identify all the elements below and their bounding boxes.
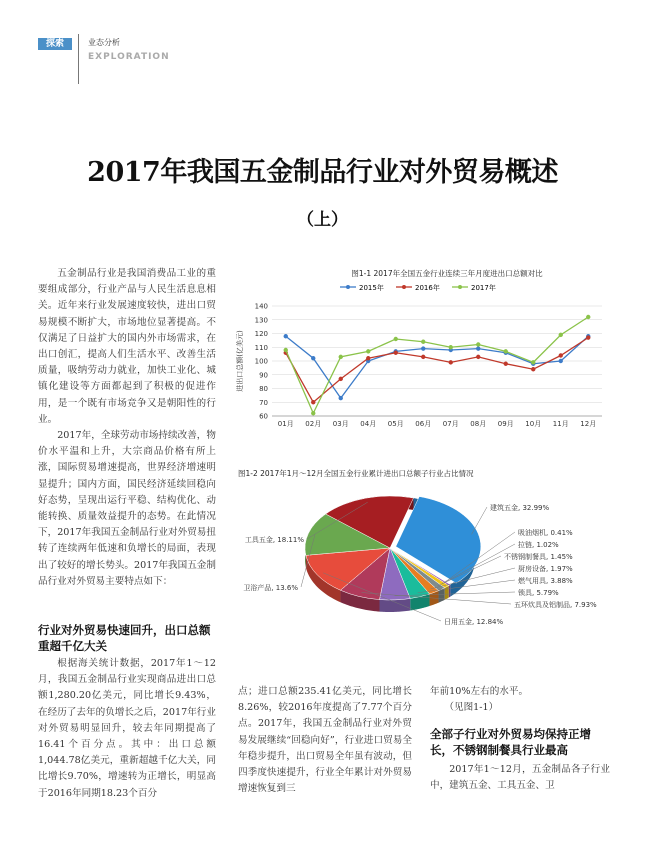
paragraph-context: 2017年，全球劳动市场持续改善，物价水平温和上升，大宗商品价格有所上涨，国际贸易增速提高，世界经济增速明显提升；国内方面，国民经济延续回稳向好态势，呈现出运行平稳、结构优化、动能转换、质量效益提升的态势。在此情况下，2017年我国五金制品行业对外贸易扭转了连续两年低速和负增长的局面，表现出了较好的增长势头。2017年我国五金制品行业对外贸易主要特点如下： [38, 430, 216, 587]
data-point [339, 396, 343, 400]
y-tick-label: 90 [259, 371, 268, 380]
legend-label: 2017年 [471, 284, 496, 292]
data-point [311, 400, 315, 404]
pie-label: 拉链, 1.02% [518, 541, 559, 549]
data-point [339, 355, 343, 359]
data-point [476, 342, 480, 346]
figure-note: （见图1-1） [444, 702, 499, 714]
paragraph-intro: 五金制品行业是我国消费品工业的重要组成部分，行业产品与人民生活息息相关。近年来行业发展速度较快，进出口贸易规模不断扩大，市场地位显著提高。不仅满足了日益扩大的国内外市场需求，在出口创汇，提高人们生活水平、改善生活质量，吸纳劳动力就业，加快工业化、城镇化建设等方面都起到了积极的促进作用，是一个既有市场竞争又是朝阳性的行业。 [38, 268, 216, 425]
y-axis-label: 进出口总额(亿美元) [236, 330, 244, 392]
legend-item [340, 283, 384, 292]
pie-slice-side [449, 585, 451, 598]
data-point [339, 377, 343, 381]
data-point [394, 351, 398, 355]
data-point [586, 315, 590, 319]
x-tick-label: 07月 [442, 420, 459, 428]
section-heading-2: 全部子行业对外贸易均保持正增长，不锈钢制餐具行业最高 [430, 727, 591, 757]
middle-column [238, 684, 412, 797]
data-point [531, 367, 535, 371]
pie-label: 建筑五金, 32.99% [490, 504, 550, 512]
data-point [421, 346, 425, 350]
pie-label: 工具五金, 18.11% [244, 536, 304, 544]
y-tick-label: 140 [254, 302, 268, 311]
line-chart-title: 图1-1 2017年全国五金行业连续三年月度进出口总额对比 [351, 269, 543, 278]
header-divider [78, 34, 79, 84]
pie-label: 日用五金, 12.84% [444, 618, 504, 626]
data-point [531, 360, 535, 364]
data-point [476, 355, 480, 359]
y-tick-label: 80 [259, 385, 268, 393]
paragraph-level: 年前10%左右的水平。 [430, 686, 529, 697]
data-point [284, 334, 288, 338]
x-tick-label: 04月 [360, 420, 377, 428]
paragraph-import: 点；进口总额235.41亿美元，同比增长8.26%，较2016年度提高了7.77个百分点。2017年，我国五金制品行业对外贸易发展继续“回稳向好”，行业进口贸易全年稳步提升，出口贸易全年虽有波动，但四季度快速提升，行业全年累计对外贸易增速恢复到三 [238, 686, 412, 795]
pie-label: 吸油烟机, 0.41% [518, 529, 573, 537]
pie-label: 锁具, 5.79% [518, 589, 559, 597]
data-point [394, 337, 398, 341]
legend-item [452, 283, 496, 292]
legend-item [396, 283, 440, 292]
y-tick-label: 70 [259, 398, 268, 407]
pie-slice-side [379, 599, 410, 612]
section-heading-1: 行业对外贸易快速回升，出口总额重超千亿大关 [38, 623, 211, 653]
data-point [559, 353, 563, 357]
series-line [286, 336, 589, 398]
x-tick-label: 11月 [552, 420, 569, 428]
legend-marker [402, 285, 406, 289]
page-title: 2017年我国五金制品行业对外贸易概述 [87, 157, 558, 188]
paragraph-stats: 根据海关统计数据，2017年1～12月，我国五金制品行业实现商品进出口总额1,280.20亿美元，同比增长9.43%，在经历了去年的负增长之后，2017年行业对外贸易明显回升，较去年同期提高了16.41个百分点。其中：出口总额1,044.78亿美元，重新超越千亿大关，同比增长9.70%，增速转为正增长，明显高于2016年同期18.23个百分 [38, 658, 216, 799]
data-point [421, 340, 425, 344]
data-point [284, 348, 288, 352]
pie-label: 不锈钢制餐具, 1.45% [504, 553, 573, 561]
data-point [559, 359, 563, 363]
right-column-cont [430, 762, 610, 794]
section-name: 业态分析 [88, 38, 120, 47]
data-point [421, 355, 425, 359]
pie-label: 五环炊具及铝制品, 7.93% [514, 601, 597, 609]
x-tick-label: 02月 [305, 420, 322, 428]
x-tick-label: 12月 [580, 420, 597, 428]
line-chart [232, 278, 612, 428]
data-point [449, 360, 453, 364]
data-point [449, 345, 453, 349]
y-tick-label: 60 [259, 412, 268, 421]
x-tick-label: 06月 [415, 420, 432, 428]
y-tick-label: 110 [254, 343, 268, 352]
y-tick-label: 100 [254, 357, 268, 366]
x-tick-label: 10月 [525, 420, 542, 428]
pie-chart-title: 图1-2 2017年1月～12月全国五金行业累计进出口总额子行业占比情况 [238, 469, 474, 478]
data-point [311, 356, 315, 360]
left-column-cont [38, 656, 216, 802]
legend-marker [346, 285, 350, 289]
x-tick-label: 09月 [497, 420, 514, 428]
y-tick-label: 120 [254, 330, 268, 338]
data-point [311, 411, 315, 415]
x-tick-label: 01月 [277, 420, 294, 428]
left-column [38, 266, 216, 590]
x-tick-label: 03月 [332, 420, 349, 428]
pie-chart [232, 480, 622, 650]
section-tag: 探索 [38, 38, 72, 50]
x-tick-label: 08月 [470, 420, 487, 428]
data-point [504, 362, 508, 366]
paragraph-subsectors: 2017年1～12月，五金制品各子行业中，建筑五金、工具五金、卫 [430, 764, 610, 792]
legend-marker [458, 285, 462, 289]
data-point [366, 356, 370, 360]
data-point [366, 349, 370, 353]
x-tick-label: 05月 [387, 420, 404, 428]
pie-label: 燃气用具, 3.88% [518, 577, 573, 585]
y-tick-label: 130 [254, 316, 268, 325]
right-column [430, 684, 610, 716]
data-point [504, 349, 508, 353]
data-point [559, 333, 563, 337]
page-subtitle: （上） [297, 210, 348, 230]
data-point [476, 346, 480, 350]
legend-label: 2015年 [359, 284, 384, 292]
pie-leader [471, 507, 487, 534]
legend-label: 2016年 [415, 284, 440, 292]
section-name-en: EXPLORATION [88, 52, 170, 62]
data-point [586, 335, 590, 339]
line-legend [340, 283, 496, 292]
pie-label: 厨房设备, 1.97% [518, 565, 573, 573]
pie-label: 卫浴产品, 13.6% [243, 584, 298, 592]
